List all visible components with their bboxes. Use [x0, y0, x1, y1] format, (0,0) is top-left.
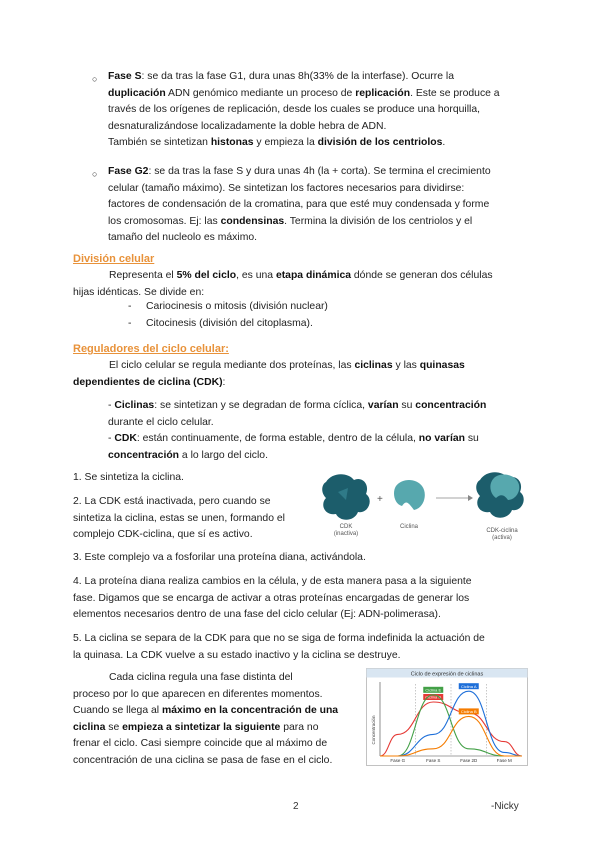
chart-ylabel: Concentración [371, 715, 376, 745]
cdk-shape [322, 474, 369, 520]
chart-title: Ciclo de expresión de ciclinas [410, 671, 484, 678]
list-item: Citocinesis (división del citoplasma). [146, 318, 313, 329]
svg-text:CDK-ciclina: CDK-ciclina [486, 528, 518, 534]
svg-text:CDK: CDK [339, 524, 353, 530]
x-tick-label: Fase M [496, 758, 512, 763]
series-label: Ciclina D [425, 694, 442, 700]
reguladores-heading: Reguladores del ciclo celular: [73, 343, 229, 355]
fase-s-label: Fase S [108, 71, 142, 82]
list-item: Cariocinesis o mitosis (división nuclear) [146, 301, 328, 312]
step-4: 4. La proteína diana realiza cambios en la célula, y de esta manera pasa a la siguiente fase. Digamos que se encarga de activar a otras proteínas encargadas de generar los elementos necesarios dentro de una fase del ciclo celular (Ej: ADN-polimerasa). [73, 576, 472, 620]
arrow-head-icon [468, 495, 473, 501]
ciclina-shape [394, 480, 425, 510]
plus-sign: + [377, 494, 383, 505]
fase-g2-block: Fase G2: se da tras la fase S y dura unas 4h (la + corta). Se termina el crecimiento celular (tamaño máximo). Se sintetizan los factores necesarios para dividirse: factores de condensación de la cromatina, para que esté muy condensada y forme los cromosomas. Ej: las condensinas. Termina la división de los centriolos y el tamaño del nucleolo es máximo. [108, 166, 491, 243]
page-number: 2 [293, 801, 299, 812]
final-paragraph: Cada ciclina regula una fase distinta del proceso por lo que aparecen en diferentes momentos. Cuando se llega al máximo en la concentración de una ciclina se empieza a sintetizar la siguiente para no frenar el ciclo. Casi siempre coincide que al máximo de concentración de una ciclina se pasa de fase en el ciclo. [73, 672, 339, 766]
step-2: 2. La CDK está inactivada, pero cuando se sintetiza la ciclina, estas se unen, formando el complejo CDK-ciclina, que sí es activo. [73, 496, 285, 540]
x-tick-label: Fase S [426, 758, 441, 763]
division-text: Representa el 5% del ciclo, es una etapa dinámica dónde se generan dos células hijas idénticas. Se divide en: [73, 270, 493, 298]
fase-s-block: Fase S: se da tras la fase G1, dura unas 8h(33% de la interfase). Ocurre la duplicación ADN genómico mediante un proceso de replicación. Este se produce a través de los orígenes de replicación, desde los cuales se produce una horquilla, desnaturalizándose localizadamente la doble hebra de ADN. También se sintetizan histonas y empieza la división de los centriolos. [108, 71, 500, 148]
fase-g2-label: Fase G2 [108, 166, 149, 177]
step-3: 3. Este complejo va a fosforilar una proteína diana, activándola. [73, 552, 366, 563]
chart-frame [367, 669, 528, 766]
series-label: Ciclina B [460, 709, 477, 714]
bullet-icon: ○ [92, 74, 98, 84]
cyclin-chart [366, 668, 528, 766]
division-heading: División celular [73, 253, 155, 265]
svg-text:(activa): (activa) [492, 535, 512, 541]
step-1: 1. Se sintetiza la ciclina. [73, 472, 184, 483]
x-tick-label: Fase 2D [460, 758, 478, 763]
series-label: Ciclina E [425, 687, 442, 693]
svg-text:(inactiva): (inactiva) [333, 531, 359, 537]
step-5: 5. La ciclina se separa de la CDK para que no se siga de forma indefinida la actuación de la quinasa. La CDK vuelve a su estado inactivo y la ciclina se destruye. [73, 633, 485, 661]
author-signature: -Nicky [491, 801, 519, 812]
svg-text:Ciclina: Ciclina [399, 524, 419, 530]
series-label: Ciclina A [460, 683, 477, 689]
bullet-icon: ○ [92, 169, 98, 179]
reguladores-intro: El ciclo celular se regula mediante dos proteínas, las ciclinas y las quinasas dependientes de ciclina (CDK): [73, 360, 465, 388]
cdk-ciclina-figure [318, 470, 530, 546]
x-tick-label: Fase G [390, 758, 406, 763]
cdk-ciclina-complex-shape [476, 472, 523, 518]
ciclinas-def: - Ciclinas: se sintetizan y se degradan de forma cíclica, varían su concentración durante el ciclo celular. - CDK: están continuamente, de forma estable, dentro de la célula, no varían su concentración a lo largo del ciclo. [108, 400, 487, 461]
